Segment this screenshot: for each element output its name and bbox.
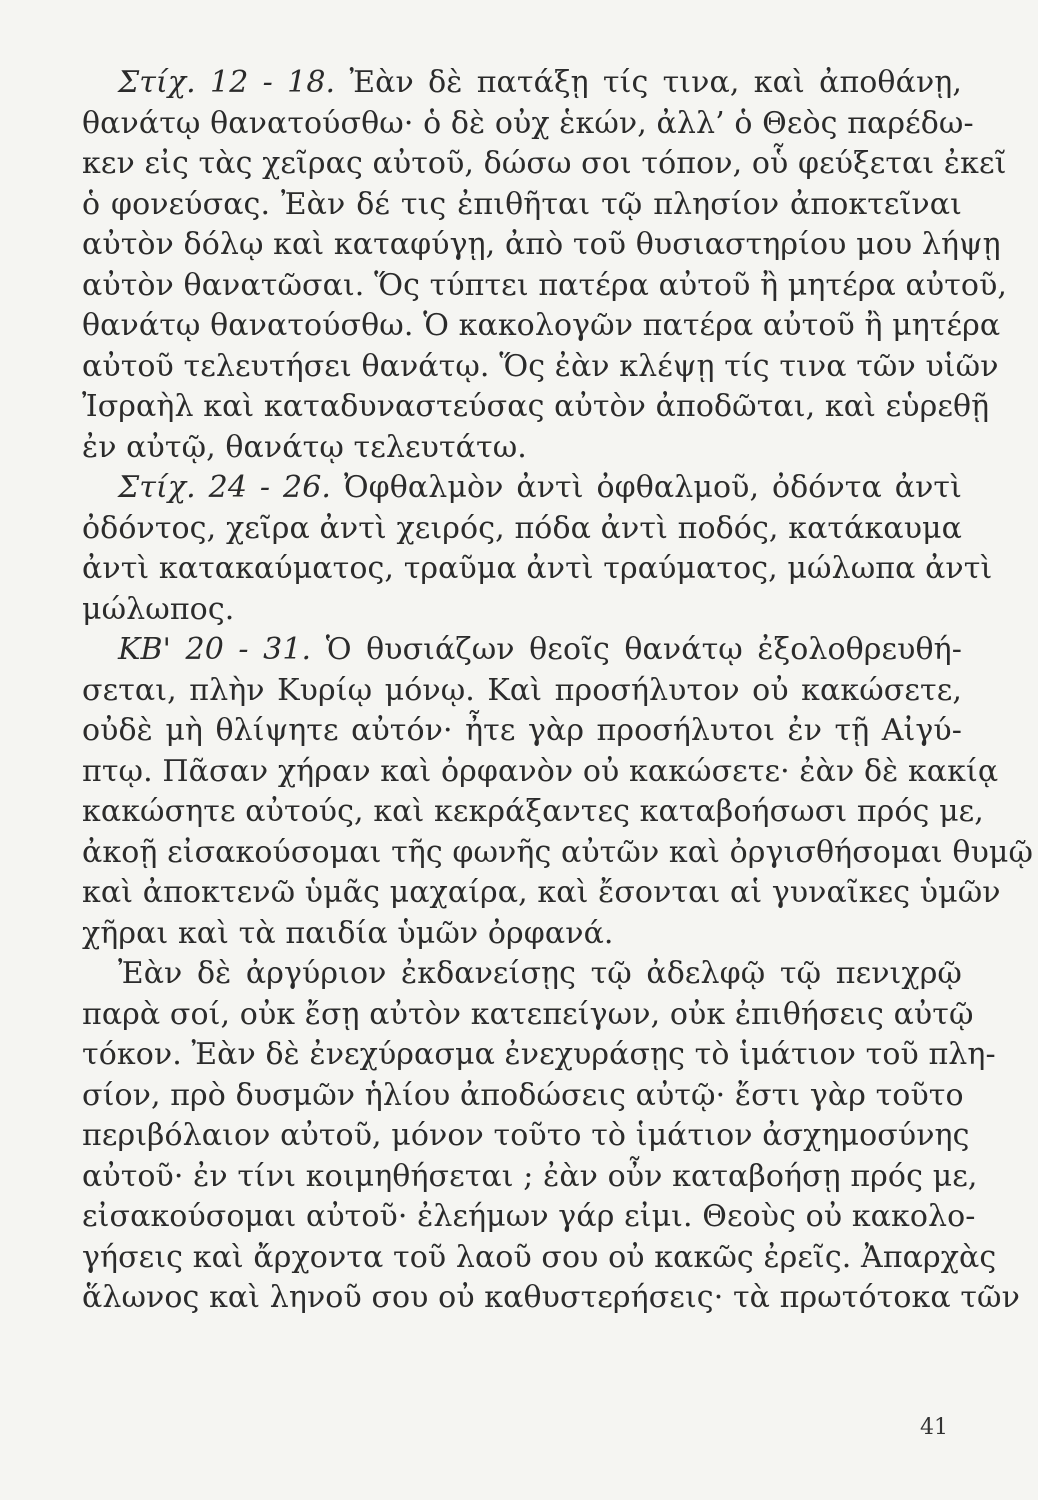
text-line: ὁ φονεύσας. Ἐὰν δέ τις ἐπιθῆται τῷ πλησίον ἀποκτεῖναι [82, 186, 962, 222]
text-line: παρὰ σοί, οὐκ ἔσῃ αὐτὸν κατεπείγων, οὐκ ἐπιθήσεις αὐτῷ [82, 996, 974, 1032]
text-line: ἐν αὐτῷ, θανάτῳ τελευτάτω. [82, 429, 527, 465]
page-number: 41 [920, 1415, 948, 1440]
text-line: οὐδὲ μὴ θλίψητε αὐτόν· ἦτε γὰρ προσήλυτοι ἐν τῇ Αἰγύ- [82, 713, 962, 748]
text-line: αὐτὸν δόλῳ καὶ καταφύγῃ, ἀπὸ τοῦ θυσιαστηρίου μου λήψῃ [82, 227, 1001, 262]
text-line: εἰσακούσομαι αὐτοῦ· ἐλεήμων γάρ εἰμι. Θεοὺς οὐ κακολο- [82, 1199, 976, 1234]
text-line: τόκον. Ἐὰν δὲ ἐνεχύρασμα ἐνεχυράσῃς τὸ ἱμάτιον τοῦ πλη- [82, 1037, 996, 1072]
verse-reference: Στίχ. 24 - 26. [118, 470, 332, 505]
text-line: κακώσητε αὐτούς, καὶ κεκράξαντες καταβοήσωσι πρός με, [82, 794, 984, 829]
line-text: Ἐὰν δὲ πατάξῃ τίς τινα, καὶ ἀποθάνῃ, [349, 65, 962, 100]
text-line: ἀντὶ κατακαύματος, τραῦμα ἀντὶ τραύματος, μώλωπα ἀντὶ [82, 551, 993, 586]
verse-reference: Στίχ. 12 - 18. [118, 65, 336, 100]
text-line [82, 468, 962, 509]
body-text [82, 63, 1034, 1319]
verse-reference: ΚΒ' 20 - 31. [118, 632, 312, 667]
text-line [82, 630, 962, 671]
text-line: καὶ ἀποκτενῶ ὑμᾶς μαχαίρα, καὶ ἔσονται αἱ γυναῖκες ὑμῶν [82, 875, 1001, 910]
text-line: πτῳ. Πᾶσαν χήραν καὶ ὀρφανὸν οὐ κακώσετε· ἐὰν δὲ κακίᾳ [82, 753, 999, 789]
text-line: Ἐὰν δὲ ἀργύριον ἐκδανείσῃς τῷ ἀδελφῷ τῷ πενιχρῷ [118, 956, 962, 991]
text-line: σεται, πλὴν Κυρίῳ μόνῳ. Καὶ προσήλυτον οὐ κακώσετε, [82, 672, 962, 708]
text-line: σίον, πρὸ δυσμῶν ἡλίου ἀποδώσεις αὐτῷ· ἔστι γὰρ τοῦτο [82, 1077, 964, 1113]
line-text: Ὀφθαλμὸν ἀντὶ ὀφθαλμοῦ, ὀδόντα ἀντὶ [343, 470, 962, 505]
text-line: Ἰσραὴλ καὶ καταδυναστεύσας αὐτὸν ἀποδῶται, καὶ εὑρεθῇ [82, 389, 990, 424]
text-line [82, 63, 962, 104]
line-text: Ὁ θυσιάζων θεοῖς θανάτῳ ἐξολοθρευθή- [325, 632, 962, 667]
text-line: ἅλωνος καὶ ληνοῦ σου οὐ καθυστερήσεις· τὰ πρωτότοκα τῶν [82, 1280, 1020, 1315]
text-line: αὐτὸν θανατῶσαι. Ὅς τύπτει πατέρα αὐτοῦ ἢ μητέρα αὐτοῦ, [82, 267, 1008, 303]
text-line: γήσεις καὶ ἄρχοντα τοῦ λαοῦ σου οὐ κακῶς ἐρεῖς. Ἀπαρχὰς [82, 1239, 997, 1275]
text-line: χῆραι καὶ τὰ παιδία ὑμῶν ὀρφανά. [82, 915, 614, 951]
text-line: ἀκοῇ εἰσακούσομαι τῆς φωνῆς αὐτῶν καὶ ὀργισθήσομαι θυμῷ [82, 834, 1034, 870]
text-line: ὀδόντος, χεῖρα ἀντὶ χειρός, πόδα ἀντὶ ποδός, κατάκαυμα [82, 510, 962, 546]
text-line: θανάτῳ θανατούσθω. Ὁ κακολογῶν πατέρα αὐτοῦ ἢ μητέρα [82, 308, 1001, 343]
text-line: μώλωπος. [82, 591, 235, 627]
text-line: αὐτοῦ τελευτήσει θανάτῳ. Ὅς ἐὰν κλέψῃ τίς τινα τῶν υἱῶν [82, 348, 999, 384]
text-line: θανάτῳ θανατούσθω· ὁ δὲ οὐχ ἑκών, ἀλλ’ ὁ Θεὸς παρέδω- [82, 105, 974, 141]
text-line: περιβόλαιον αὐτοῦ, μόνον τοῦτο τὸ ἱμάτιον ἀσχημοσύνης [82, 1118, 970, 1153]
text-line: αὐτοῦ· ἐν τίνι κοιμηθήσεται ; ἐὰν οὖν καταβοήσῃ πρός με, [82, 1158, 978, 1194]
text-line: κεν εἰς τὰς χεῖρας αὐτοῦ, δώσω σοι τόπον, οὗ φεύξεται ἐκεῖ [82, 146, 1007, 181]
